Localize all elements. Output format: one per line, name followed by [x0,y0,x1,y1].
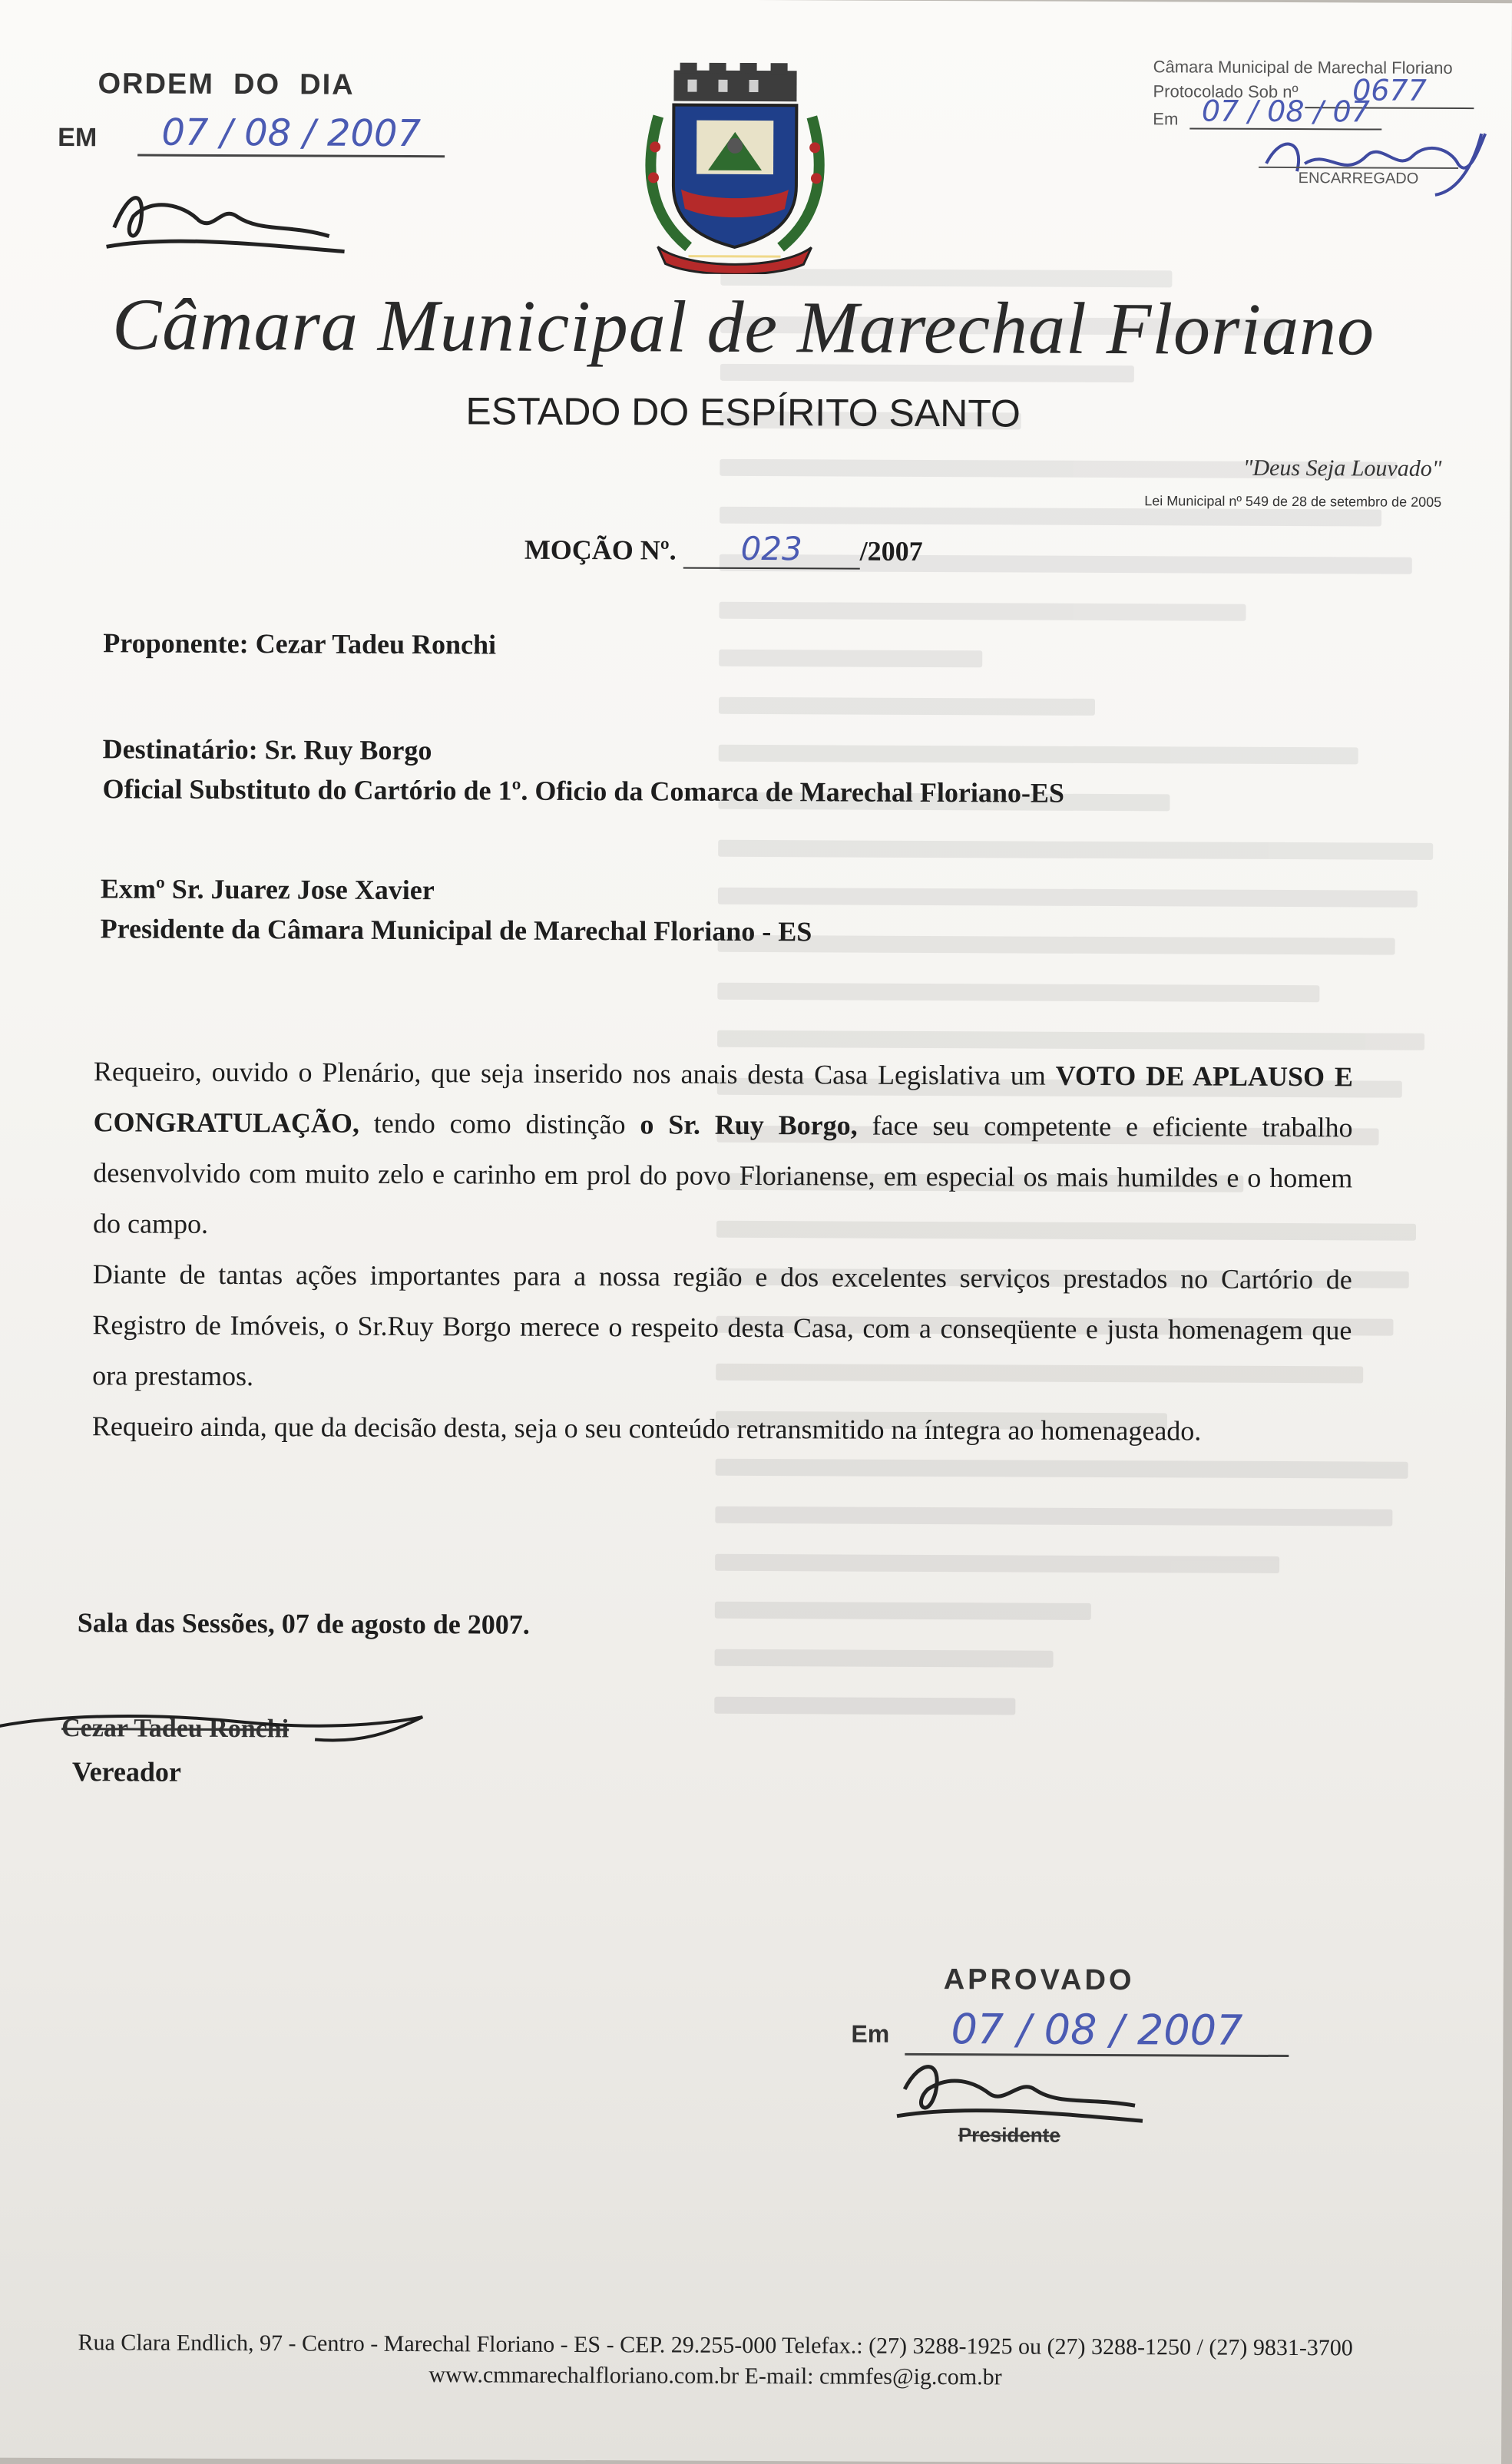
body-paragraph-2: Diante de tantas ações importantes para a nossa região e dos excelentes serviços prestados no Cartório de Registro de Imóveis, o Sr.Ruy Borgo merece o respeito desta Casa, com a conseqüente e justa homenagem que ora prestamos. [92,1258,1352,1392]
state-subtitle: ESTADO DO ESPÍRITO SANTO [465,389,1021,435]
motion-year: /2007 [859,535,923,567]
protocol-stamp-label: Protocolado Sob nº [1153,81,1299,102]
body-p1-text-a: Requeiro, ouvido o Plenário, que seja inserido nos anais desta Casa Legislativa um [93,1056,1056,1091]
motion-label: MOÇÃO Nº. [524,534,677,566]
proponent-line: Proponente: Cezar Tadeu Ronchi [103,627,497,660]
order-of-day-date: 07 / 08 / 2007 [137,111,445,157]
motion-number: 023 [683,530,860,570]
approval-em-label: Em [851,2019,890,2048]
approval-caption: Presidente [958,2123,1060,2147]
order-of-day-title: ORDEM DO DIA [98,68,355,101]
approval-title: APROVADO [943,1963,1135,1997]
order-of-day-signature [99,174,352,259]
body-p1-text-c: face seu competente e eficiente trabalho desenvolvido com muito zelo e carinho em prol do povo Florianense, em especial os mais humildes e o homem do campo. [92,1110,1353,1239]
recipient-office: Oficial Substituto do Cartório de 1º. Oficio da Comarca de Marechal Floriano-ES [102,773,1065,809]
recipient-name: Destinatário: Sr. Ruy Borgo [102,733,432,766]
chamber-title: Câmara Municipal de Marechal Floriano [111,283,1375,371]
municipal-coat-of-arms [642,62,827,274]
body-p1-text-b: tendo como distinção [359,1107,640,1140]
body-p1-vote: VOTO DE APLAUSO E CONGRATULAÇÃO, [93,1060,1353,1139]
motion-line [524,529,923,570]
law-reference: Lei Municipal nº 549 de 28 de setembro de 2005 [1144,493,1442,510]
councilor-signature [0,1700,453,1756]
councilor-role: Vereador [71,1756,181,1788]
addressee-office: Presidente da Câmara Municipal de Marechal Floriano - ES [100,913,812,948]
approval-date: 07 / 08 / 2007 [905,2005,1289,2057]
addressee-name: Exmº Sr. Juarez Jose Xavier [100,873,435,906]
motto: "Deus Seja Louvado" [1242,455,1442,481]
protocol-date: 07 / 08 / 07 [1189,94,1381,130]
councilor-name: Cezar Tadeu Ronchi [61,1714,289,1744]
body-paragraph-1 [93,1046,1353,1254]
session-place-date: Sala das Sessões, 07 de agosto de 2007. [77,1607,530,1640]
body-paragraph-3: Requeiro ainda, que da decisão desta, seja o seu conteúdo retransmitido na íntegra ao homenageado. [91,1411,1202,1447]
protocol-em-label: Em [1153,109,1179,129]
footer-web-email: www.cmmarechalfloriano.com.br E-mail: cmmfes@ig.com.br [428,2362,1002,2390]
motion-body [92,1046,1353,1457]
footer-address: Rua Clara Endlich, 97 - Centro - Marechal Floriano - ES - CEP. 29.255-000 Telefax.: (27) 3288-1925 ou (27) 3288-1250 / (27) 9831-3700 [78,2330,1353,2361]
protocol-stamp-line1: Câmara Municipal de Marechal Floriano [1153,57,1453,78]
protocol-clerk-signature [1251,117,1497,203]
protocol-number: 0677 [1305,73,1474,109]
protocol-clerk-caption: ENCARREGADO [1259,167,1458,188]
body-p1-honoree: o Sr. Ruy Borgo, [640,1109,858,1141]
order-of-day-em-label: EM [58,123,98,153]
